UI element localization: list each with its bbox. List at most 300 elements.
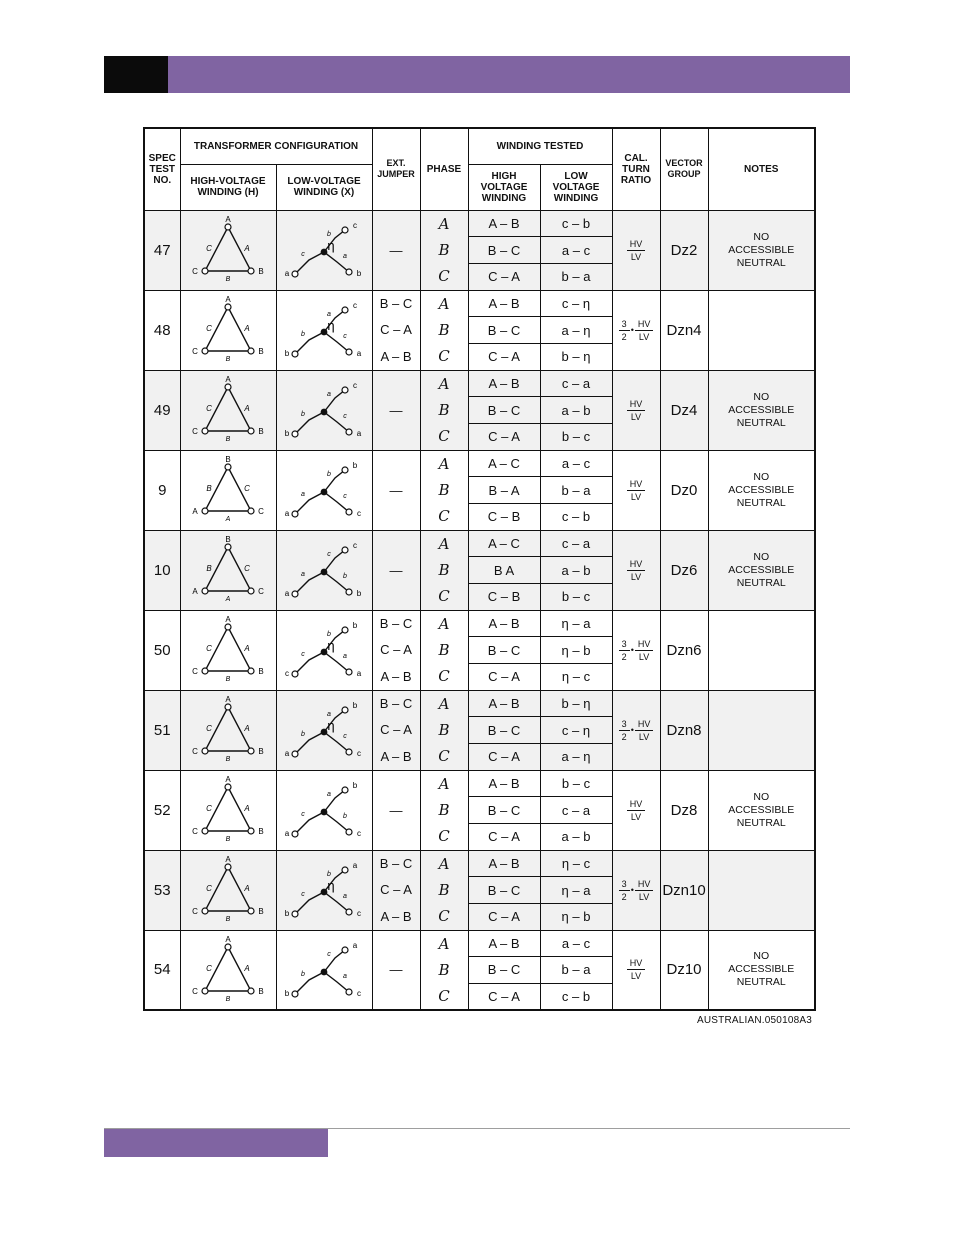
table-row bbox=[144, 450, 815, 530]
side-label-right: A bbox=[244, 804, 250, 813]
hv-tested-value: A – B bbox=[469, 771, 540, 798]
phase-value: B bbox=[438, 320, 450, 339]
lv-tested bbox=[540, 370, 612, 450]
terminal-label-top: B bbox=[225, 535, 231, 544]
winding-label: c bbox=[327, 950, 331, 958]
ratio-fraction bbox=[635, 639, 654, 662]
ratio-fraction-denominator: LV bbox=[638, 891, 650, 902]
terminal-node bbox=[248, 908, 254, 914]
turn-ratio bbox=[612, 530, 660, 610]
ratio-fraction-denominator: LV bbox=[630, 971, 642, 982]
phase-value: B bbox=[438, 240, 450, 259]
ext-jumper bbox=[372, 290, 420, 370]
winding-label: a bbox=[327, 391, 331, 398]
jumper-value: — bbox=[389, 802, 403, 818]
note-line: ACCESSIBLE bbox=[728, 483, 795, 496]
footer-purple-bar bbox=[104, 1129, 328, 1157]
lv-tested-value: c – η bbox=[541, 291, 612, 318]
delta-diagram bbox=[183, 454, 273, 526]
winding-label: a bbox=[343, 253, 347, 260]
hv-tested-value: B – C bbox=[469, 957, 540, 984]
hv-tested-value: C – A bbox=[488, 749, 520, 765]
ratio-fraction-numerator: HV bbox=[627, 479, 646, 491]
terminal-node bbox=[342, 867, 348, 873]
header-vector: VECTOR GROUP bbox=[660, 128, 708, 210]
table-row bbox=[144, 690, 815, 770]
terminal-node bbox=[342, 227, 348, 233]
phase-value: C bbox=[438, 507, 450, 526]
lv-tested-value: a – c bbox=[541, 237, 612, 264]
turn-ratio bbox=[612, 210, 660, 290]
phase-list bbox=[421, 371, 468, 450]
spec-number: 53 bbox=[144, 850, 180, 930]
lv-tested bbox=[540, 770, 612, 850]
zigzag-arm bbox=[295, 492, 324, 514]
phase bbox=[420, 450, 468, 530]
terminal-node bbox=[202, 588, 208, 594]
jumper-value: C – A bbox=[380, 722, 412, 738]
note-line: NEUTRAL bbox=[736, 416, 786, 429]
terminal-node bbox=[225, 704, 231, 710]
phase-list bbox=[421, 291, 468, 370]
terminal-node bbox=[225, 624, 231, 630]
note-line: ACCESSIBLE bbox=[728, 963, 795, 976]
zigzag-diagram bbox=[279, 374, 369, 446]
terminal-node bbox=[202, 668, 208, 674]
terminal-node bbox=[225, 384, 231, 390]
hv-winding-diagram bbox=[180, 210, 276, 290]
lv-tested-value: c – b bbox=[561, 509, 591, 525]
side-label-bottom: B bbox=[225, 276, 231, 283]
hv-tested-value: B – C bbox=[469, 317, 540, 344]
terminal-label-top: A bbox=[225, 775, 231, 784]
lv-tested-value: b – c bbox=[561, 429, 591, 445]
hv-winding-diagram bbox=[180, 930, 276, 1010]
lv-tested-list bbox=[541, 851, 612, 930]
winding-label: a bbox=[327, 711, 331, 718]
hv-winding-diagram bbox=[180, 450, 276, 530]
hv-tested-value: A – B bbox=[469, 851, 540, 878]
phase-value: B bbox=[438, 640, 450, 659]
phase-list bbox=[421, 931, 468, 1010]
winding-label: c bbox=[327, 551, 331, 558]
ratio-fraction bbox=[635, 719, 654, 742]
lv-tested bbox=[540, 450, 612, 530]
jumper-value: B – C bbox=[379, 296, 413, 312]
winding-label: a bbox=[343, 653, 347, 660]
header-black-block bbox=[104, 56, 168, 93]
winding-label: b bbox=[327, 871, 331, 878]
neutral-label: η bbox=[327, 718, 335, 733]
phase-value: C bbox=[438, 747, 450, 766]
terminal-node bbox=[292, 671, 298, 677]
lv-tested bbox=[540, 930, 612, 1010]
hv-tested-value: A – B bbox=[469, 611, 540, 638]
zigzag-diagram bbox=[279, 934, 369, 1006]
phase-value: C bbox=[438, 907, 450, 926]
spec-number: 54 bbox=[144, 930, 180, 1010]
winding-label: b bbox=[327, 471, 331, 478]
note-line: NO bbox=[753, 550, 770, 563]
notes-cell bbox=[708, 290, 815, 370]
ratio-prefactor-denominator: 2 bbox=[621, 331, 627, 342]
terminal-label-left: A bbox=[192, 507, 198, 516]
ratio-fraction-denominator: LV bbox=[630, 571, 642, 582]
neutral-label: η bbox=[327, 638, 335, 653]
header-purple-bar bbox=[168, 56, 850, 93]
ratio-prefactor bbox=[619, 319, 630, 342]
winding-label: b bbox=[301, 411, 305, 418]
hv-winding-diagram bbox=[180, 610, 276, 690]
ratio-fraction-numerator: HV bbox=[635, 719, 654, 731]
jumper-value: — bbox=[389, 562, 403, 578]
jumper-list bbox=[373, 291, 420, 370]
ext-jumper bbox=[372, 610, 420, 690]
multiply-dot: • bbox=[630, 645, 634, 655]
lv-tested-list bbox=[541, 611, 612, 690]
terminal-node bbox=[225, 944, 231, 950]
jumper-value: B – C bbox=[379, 856, 413, 872]
side-label-bottom: B bbox=[225, 756, 231, 763]
lv-tested-value: c – a bbox=[541, 531, 612, 558]
note-line: NEUTRAL bbox=[736, 816, 786, 829]
phase-value: C bbox=[438, 427, 450, 446]
terminal-node bbox=[346, 829, 352, 835]
spec-number: 51 bbox=[144, 690, 180, 770]
hv-tested-value: A – B bbox=[469, 371, 540, 398]
terminal-node bbox=[292, 991, 298, 997]
lv-tested-value: a – b bbox=[561, 829, 591, 845]
hv-tested-value: A – B bbox=[469, 691, 540, 718]
terminal-label: c bbox=[353, 381, 357, 390]
jumper-value: B – C bbox=[379, 696, 413, 712]
delta-diagram bbox=[183, 294, 273, 366]
hv-tested-value: A – B bbox=[469, 211, 540, 238]
zigzag-diagram bbox=[279, 774, 369, 846]
phase-value: C bbox=[438, 267, 450, 286]
lv-winding-diagram bbox=[276, 610, 372, 690]
neutral-label: η bbox=[327, 878, 335, 893]
winding-label: b bbox=[327, 231, 331, 238]
side-label-bottom: B bbox=[225, 836, 231, 843]
terminal-label: c bbox=[353, 541, 357, 550]
lv-tested-value: b – c bbox=[561, 589, 591, 605]
phase-value: B bbox=[438, 720, 450, 739]
notes-cell bbox=[708, 770, 815, 850]
zigzag-arm bbox=[295, 252, 324, 274]
phase-value: A bbox=[438, 854, 450, 873]
phase-value: C bbox=[438, 827, 450, 846]
ratio-fraction-denominator: LV bbox=[638, 731, 650, 742]
multiply-dot: • bbox=[630, 725, 634, 735]
winding-label: a bbox=[327, 311, 331, 318]
zigzag-diagram bbox=[279, 214, 369, 286]
phase bbox=[420, 770, 468, 850]
jumper-value: C – A bbox=[380, 322, 412, 338]
terminal-label: c bbox=[353, 301, 357, 310]
hv-tested bbox=[468, 850, 540, 930]
lv-winding-diagram bbox=[276, 450, 372, 530]
terminal-node bbox=[202, 428, 208, 434]
side-label-right: A bbox=[244, 724, 250, 733]
terminal-node bbox=[346, 589, 352, 595]
winding-label: b bbox=[327, 631, 331, 638]
ratio-fraction-numerator: HV bbox=[635, 879, 654, 891]
hv-tested-value: C – A bbox=[488, 988, 520, 1004]
terminal-node bbox=[202, 908, 208, 914]
lv-tested bbox=[540, 530, 612, 610]
terminal-label-right: B bbox=[258, 747, 264, 756]
jumper-list bbox=[373, 211, 420, 290]
phase-value: B bbox=[438, 400, 450, 419]
terminal-node bbox=[202, 988, 208, 994]
notes-cell bbox=[708, 210, 815, 290]
jumper-value: C – A bbox=[380, 882, 412, 898]
terminal-node bbox=[346, 349, 352, 355]
lv-tested-value: b – c bbox=[541, 771, 612, 798]
vector-group: Dz8 bbox=[660, 770, 708, 850]
lv-tested-list bbox=[541, 291, 612, 370]
terminal-label: c bbox=[285, 669, 289, 678]
ratio-prefactor bbox=[619, 879, 630, 902]
turn-ratio bbox=[612, 850, 660, 930]
side-label-left: C bbox=[206, 324, 212, 333]
zigzag-arm bbox=[295, 412, 324, 434]
delta-diagram bbox=[183, 854, 273, 926]
terminal-label: b bbox=[352, 461, 358, 470]
terminal-node bbox=[342, 627, 348, 633]
note-line: NEUTRAL bbox=[736, 976, 786, 989]
terminal-node bbox=[225, 224, 231, 230]
lv-winding-diagram bbox=[276, 210, 372, 290]
phase-value: A bbox=[438, 214, 450, 233]
terminal-label: b bbox=[352, 621, 358, 630]
terminal-label-top: A bbox=[225, 295, 231, 304]
terminal-label-left: C bbox=[192, 267, 198, 276]
phase bbox=[420, 690, 468, 770]
ratio-fraction-denominator: LV bbox=[638, 651, 650, 662]
hv-tested-value: C – A bbox=[488, 349, 520, 365]
terminal-node bbox=[292, 511, 298, 517]
ratio-fraction bbox=[627, 479, 646, 502]
terminal-label-left: C bbox=[192, 427, 198, 436]
winding-label: a bbox=[301, 491, 305, 498]
terminal-label-right: B bbox=[258, 267, 264, 276]
terminal-node bbox=[202, 748, 208, 754]
jumper-list bbox=[373, 451, 420, 530]
neutral-node bbox=[321, 329, 328, 336]
side-label-left: B bbox=[206, 484, 212, 493]
terminal-node bbox=[248, 828, 254, 834]
terminal-node bbox=[342, 467, 348, 473]
winding-label: a bbox=[327, 791, 331, 798]
header-phase: PHASE bbox=[420, 128, 468, 210]
jumper-list bbox=[373, 931, 420, 1010]
hv-tested-list bbox=[469, 451, 540, 530]
ext-jumper bbox=[372, 370, 420, 450]
turn-ratio bbox=[612, 770, 660, 850]
terminal-label: c bbox=[357, 829, 361, 838]
hv-tested bbox=[468, 210, 540, 290]
ratio-fraction-numerator: HV bbox=[635, 639, 654, 651]
header-ratio: CAL. TURN RATIO bbox=[612, 128, 660, 210]
terminal-node bbox=[248, 348, 254, 354]
neutral-node bbox=[321, 649, 328, 656]
terminal-label: a bbox=[284, 269, 290, 278]
note-line: ACCESSIBLE bbox=[728, 243, 795, 256]
zigzag-diagram bbox=[279, 854, 369, 926]
header-hv-winding: HIGH-VOLTAGE WINDING (H) bbox=[180, 164, 276, 210]
phase bbox=[420, 610, 468, 690]
jumper-value: — bbox=[389, 962, 403, 978]
note-line: NEUTRAL bbox=[736, 496, 786, 509]
terminal-label: b bbox=[284, 349, 290, 358]
note-line: ACCESSIBLE bbox=[728, 403, 795, 416]
terminal-label-right: B bbox=[258, 827, 264, 836]
phase bbox=[420, 930, 468, 1010]
phase-list bbox=[421, 451, 468, 530]
hv-tested-value: C – A bbox=[488, 429, 520, 445]
winding-label: c bbox=[343, 413, 347, 420]
zigzag-arm bbox=[295, 572, 324, 594]
ratio-fraction-numerator: HV bbox=[627, 559, 646, 571]
hv-tested-list bbox=[469, 771, 540, 850]
terminal-label: a bbox=[284, 749, 290, 758]
jumper-value: — bbox=[389, 402, 403, 418]
ext-jumper bbox=[372, 530, 420, 610]
hv-tested bbox=[468, 610, 540, 690]
terminal-label-top: A bbox=[225, 695, 231, 704]
hv-winding-diagram bbox=[180, 850, 276, 930]
lv-tested-value: η – a bbox=[541, 877, 612, 904]
side-label-bottom: B bbox=[225, 676, 231, 683]
jumper-list bbox=[373, 771, 420, 850]
delta-diagram bbox=[183, 374, 273, 446]
hv-tested-value: B A bbox=[469, 557, 540, 584]
delta-diagram bbox=[183, 614, 273, 686]
lv-tested-value: η – b bbox=[561, 909, 591, 925]
terminal-node bbox=[292, 831, 298, 837]
delta-diagram bbox=[183, 774, 273, 846]
notes-cell bbox=[708, 610, 815, 690]
phase-list bbox=[421, 851, 468, 930]
neutral-node bbox=[321, 729, 328, 736]
terminal-label-top: A bbox=[225, 375, 231, 384]
phase-value: A bbox=[438, 294, 450, 313]
phase-value: B bbox=[438, 560, 450, 579]
lv-tested-value: b – a bbox=[561, 269, 591, 285]
note-line: NO bbox=[753, 790, 770, 803]
winding-label: c bbox=[301, 891, 305, 898]
hv-tested-value: B – C bbox=[469, 237, 540, 264]
side-label-right: A bbox=[244, 404, 250, 413]
terminal-node bbox=[248, 668, 254, 674]
lv-tested-value: b – a bbox=[541, 477, 612, 504]
side-label-right: A bbox=[244, 963, 250, 973]
ratio-fraction bbox=[635, 319, 654, 342]
terminal-label-right: B bbox=[258, 427, 264, 436]
hv-tested-value: B – C bbox=[469, 637, 540, 664]
vector-group: Dz0 bbox=[660, 450, 708, 530]
phase-value: A bbox=[438, 374, 450, 393]
delta-diagram bbox=[183, 694, 273, 766]
side-label-left: C bbox=[206, 244, 212, 253]
winding-label: a bbox=[343, 893, 347, 900]
turn-ratio bbox=[612, 690, 660, 770]
phase bbox=[420, 850, 468, 930]
terminal-node bbox=[346, 269, 352, 275]
zigzag-arm bbox=[295, 892, 324, 914]
zigzag-arm bbox=[295, 652, 324, 674]
ratio-fraction-numerator: HV bbox=[627, 799, 646, 811]
ratio-fraction bbox=[627, 399, 646, 422]
ratio-fraction-denominator: LV bbox=[630, 491, 642, 502]
note-line: ACCESSIBLE bbox=[728, 803, 795, 816]
terminal-label-top: A bbox=[225, 615, 231, 624]
jumper-value: C – A bbox=[380, 642, 412, 658]
header-config: TRANSFORMER CONFIGURATION bbox=[180, 128, 372, 164]
hv-tested bbox=[468, 770, 540, 850]
terminal-label-right: B bbox=[258, 667, 264, 676]
table-row bbox=[144, 850, 815, 930]
zigzag-arm bbox=[295, 972, 324, 994]
hv-winding-diagram bbox=[180, 290, 276, 370]
terminal-label: b bbox=[284, 909, 290, 918]
phase-value: C bbox=[438, 986, 450, 1005]
terminal-node bbox=[248, 428, 254, 434]
header-notes: NOTES bbox=[708, 128, 815, 210]
terminal-label-right: C bbox=[258, 507, 264, 516]
table-row bbox=[144, 530, 815, 610]
note-line: NO bbox=[753, 390, 770, 403]
ratio-fraction-numerator: HV bbox=[627, 239, 646, 251]
hv-winding-diagram bbox=[180, 370, 276, 450]
lv-tested-value: b – a bbox=[541, 957, 612, 984]
terminal-label: b bbox=[284, 429, 290, 438]
terminal-node bbox=[248, 588, 254, 594]
delta-diagram bbox=[183, 534, 273, 606]
hv-winding-diagram bbox=[180, 770, 276, 850]
terminal-node bbox=[202, 508, 208, 514]
terminal-node bbox=[346, 749, 352, 755]
zigzag-diagram bbox=[279, 534, 369, 606]
lv-tested-value: c – b bbox=[541, 211, 612, 238]
ratio-formula bbox=[613, 799, 660, 822]
phase-value: A bbox=[438, 934, 450, 953]
terminal-label-top: A bbox=[225, 934, 231, 944]
lv-winding-diagram bbox=[276, 850, 372, 930]
hv-tested-list bbox=[469, 211, 540, 290]
ratio-formula bbox=[613, 559, 660, 582]
hv-tested-value: C – A bbox=[488, 909, 520, 925]
hv-tested-value: B – C bbox=[469, 797, 540, 824]
terminal-label: b bbox=[352, 781, 358, 790]
terminal-label-right: B bbox=[258, 347, 264, 356]
neutral-node bbox=[321, 489, 328, 496]
terminal-label: a bbox=[356, 669, 362, 678]
side-label-left: C bbox=[206, 963, 212, 973]
jumper-value: — bbox=[389, 242, 403, 258]
jumper-list bbox=[373, 851, 420, 930]
terminal-node bbox=[202, 828, 208, 834]
terminal-node bbox=[292, 351, 298, 357]
note-line: NO bbox=[753, 230, 770, 243]
spec-number: 48 bbox=[144, 290, 180, 370]
terminal-node bbox=[248, 748, 254, 754]
hv-tested-value: B – C bbox=[469, 717, 540, 744]
hv-tested-value: A – B bbox=[469, 931, 540, 958]
table-row bbox=[144, 290, 815, 370]
